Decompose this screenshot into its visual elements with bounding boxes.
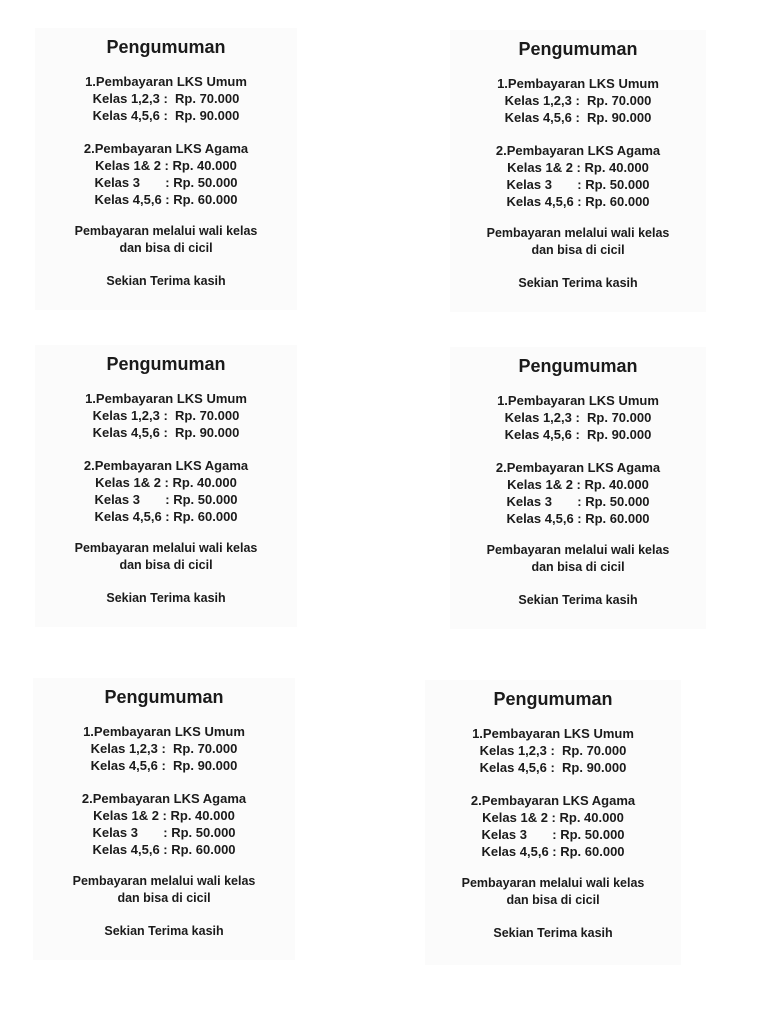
card-title: Pengumuman xyxy=(493,689,613,709)
card-title: Pengumuman xyxy=(518,356,638,376)
card-title: Pengumuman xyxy=(106,354,226,374)
payment-note-line: dan bisa di cicil xyxy=(119,558,213,572)
agama-row: Kelas 1& 2 : Rp. 40.000 xyxy=(482,810,624,825)
payment-note-line: Pembayaran melalui wali kelas xyxy=(74,541,258,555)
umum-section xyxy=(425,725,681,776)
announcement-card xyxy=(425,680,681,965)
umum-section xyxy=(450,75,706,126)
payment-note xyxy=(35,540,297,574)
agama-section xyxy=(35,140,297,208)
umum-section xyxy=(35,73,297,124)
announcement-card xyxy=(450,30,706,312)
umum-heading: 1.Pembayaran LKS Umum xyxy=(83,724,245,739)
announcement-card xyxy=(450,347,706,629)
agama-row: Kelas 3 : Rp. 50.000 xyxy=(506,177,650,192)
umum-heading: 1.Pembayaran LKS Umum xyxy=(497,393,659,408)
payment-note-line: Pembayaran melalui wali kelas xyxy=(74,224,258,238)
umum-row: Kelas 4,5,6 : Rp. 90.000 xyxy=(479,760,627,775)
agama-row: Kelas 3 : Rp. 50.000 xyxy=(506,494,650,509)
announcement-card xyxy=(35,345,297,627)
closing-text: Sekian Terima kasih xyxy=(104,924,224,938)
umum-heading: 1.Pembayaran LKS Umum xyxy=(472,726,634,741)
payment-note xyxy=(450,225,706,259)
closing-text: Sekian Terima kasih xyxy=(518,276,638,290)
payment-note xyxy=(450,542,706,576)
agama-row: Kelas 4,5,6 : Rp. 60.000 xyxy=(94,192,238,207)
agama-heading: 2.Pembayaran LKS Agama xyxy=(495,460,661,475)
agama-row: Kelas 4,5,6 : Rp. 60.000 xyxy=(506,511,650,526)
agama-section xyxy=(450,459,706,527)
agama-section xyxy=(33,790,295,858)
agama-heading: 2.Pembayaran LKS Agama xyxy=(470,793,636,808)
umum-row: Kelas 1,2,3 : Rp. 70.000 xyxy=(504,93,652,108)
closing-text: Sekian Terima kasih xyxy=(518,593,638,607)
payment-note xyxy=(33,873,295,907)
agama-row: Kelas 4,5,6 : Rp. 60.000 xyxy=(92,842,236,857)
announcement-card xyxy=(35,28,297,310)
payment-note-line: Pembayaran melalui wali kelas xyxy=(486,226,670,240)
agama-row: Kelas 1& 2 : Rp. 40.000 xyxy=(95,158,237,173)
agama-section xyxy=(425,792,681,860)
agama-heading: 2.Pembayaran LKS Agama xyxy=(83,458,249,473)
agama-row: Kelas 3 : Rp. 50.000 xyxy=(481,827,625,842)
agama-section xyxy=(35,457,297,525)
payment-note-line: Pembayaran melalui wali kelas xyxy=(486,543,670,557)
agama-heading: 2.Pembayaran LKS Agama xyxy=(81,791,247,806)
payment-note-line: dan bisa di cicil xyxy=(531,243,625,257)
umum-row: Kelas 1,2,3 : Rp. 70.000 xyxy=(92,91,240,106)
umum-row: Kelas 4,5,6 : Rp. 90.000 xyxy=(504,110,652,125)
card-title: Pengumuman xyxy=(106,37,226,57)
umum-heading: 1.Pembayaran LKS Umum xyxy=(85,74,247,89)
umum-row: Kelas 1,2,3 : Rp. 70.000 xyxy=(92,408,240,423)
payment-note-line: dan bisa di cicil xyxy=(117,891,211,905)
agama-row: Kelas 3 : Rp. 50.000 xyxy=(92,825,236,840)
agama-row: Kelas 3 : Rp. 50.000 xyxy=(94,175,238,190)
agama-row: Kelas 1& 2 : Rp. 40.000 xyxy=(507,160,649,175)
agama-heading: 2.Pembayaran LKS Agama xyxy=(83,141,249,156)
agama-row: Kelas 4,5,6 : Rp. 60.000 xyxy=(481,844,625,859)
umum-row: Kelas 1,2,3 : Rp. 70.000 xyxy=(504,410,652,425)
umum-section xyxy=(35,390,297,441)
agama-row: Kelas 3 : Rp. 50.000 xyxy=(94,492,238,507)
umum-heading: 1.Pembayaran LKS Umum xyxy=(497,76,659,91)
agama-heading: 2.Pembayaran LKS Agama xyxy=(495,143,661,158)
umum-row: Kelas 1,2,3 : Rp. 70.000 xyxy=(90,741,238,756)
closing-text: Sekian Terima kasih xyxy=(493,926,613,940)
payment-note-line: dan bisa di cicil xyxy=(506,893,600,907)
agama-row: Kelas 4,5,6 : Rp. 60.000 xyxy=(506,194,650,209)
announcement-card xyxy=(33,678,295,960)
agama-row: Kelas 4,5,6 : Rp. 60.000 xyxy=(94,509,238,524)
payment-note-line: dan bisa di cicil xyxy=(531,560,625,574)
agama-row: Kelas 1& 2 : Rp. 40.000 xyxy=(93,808,235,823)
payment-note xyxy=(35,223,297,257)
payment-note xyxy=(425,875,681,909)
payment-note-line: dan bisa di cicil xyxy=(119,241,213,255)
umum-row: Kelas 4,5,6 : Rp. 90.000 xyxy=(92,108,240,123)
umum-row: Kelas 4,5,6 : Rp. 90.000 xyxy=(92,425,240,440)
payment-note-line: Pembayaran melalui wali kelas xyxy=(461,876,645,890)
umum-section xyxy=(33,723,295,774)
umum-row: Kelas 1,2,3 : Rp. 70.000 xyxy=(479,743,627,758)
closing-text: Sekian Terima kasih xyxy=(106,274,226,288)
umum-row: Kelas 4,5,6 : Rp. 90.000 xyxy=(90,758,238,773)
closing-text: Sekian Terima kasih xyxy=(106,591,226,605)
agama-row: Kelas 1& 2 : Rp. 40.000 xyxy=(507,477,649,492)
umum-section xyxy=(450,392,706,443)
agama-section xyxy=(450,142,706,210)
agama-row: Kelas 1& 2 : Rp. 40.000 xyxy=(95,475,237,490)
card-title: Pengumuman xyxy=(104,687,224,707)
card-title: Pengumuman xyxy=(518,39,638,59)
payment-note-line: Pembayaran melalui wali kelas xyxy=(72,874,256,888)
umum-heading: 1.Pembayaran LKS Umum xyxy=(85,391,247,406)
umum-row: Kelas 4,5,6 : Rp. 90.000 xyxy=(504,427,652,442)
